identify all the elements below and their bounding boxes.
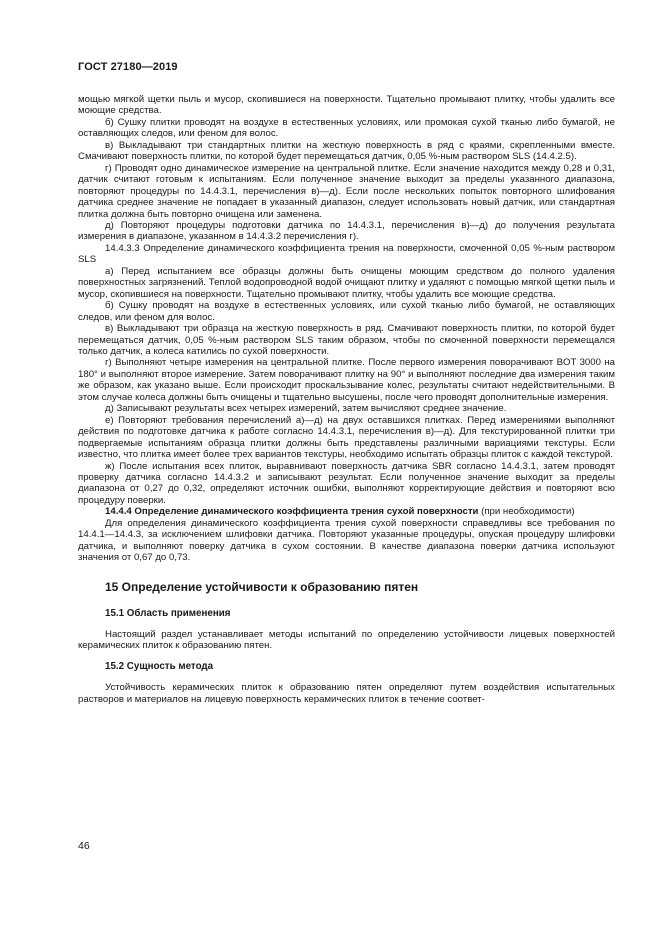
paragraph-14433-e: е) Повторяют требования перечислений а)—д) на двух оставшихся плитках. Перед измерениями выполняют действия по подготовке датчика к работе согласно 14.4.3.1, перечисления в)—д). Для текстурированной плитки три подвергаемые испытаниям образца плитки должны быть представлены различными вариациями текстуры. Если известно, что плитка имеет более трех вариантов текстуры, необходимо испытать образцы плиток с каждой текстурой. — [78, 414, 615, 461]
paragraph-14433-d: д) Записывают результаты всех четырех измерений, затем вычисляют среднее значение. — [105, 403, 507, 415]
paragraph-14433-title: 14.4.3.3 Определение динамического коэффициента трения на поверхности, смоченной 0,05 %-ным раствором SLS — [78, 242, 615, 266]
paragraph-14433-v: в) Выкладывают три образца на жесткую поверхность в ряд. Смачивают поверхность плитки, по которой будет перемещаться датчик, 0,05 %-ным раствором SLS таким образом, чтобы по смоченной поверхности перемещался только датчик, а колеса катились по сухой поверхности. — [78, 323, 615, 357]
paragraph-14433-g: г) Выполняют четыре измерения на центральной плитке. После первого измерения поворачивают BOT 3000 на 180° и выполняют второе измерение. Затем поворачивают плитку на 90° и выполняют последние два измерения таким же образом, как указано выше. Если происходит проскальзывание колес, результаты считают недействительными. В этом случае колеса должны быть очищены и тщательно высушены, после чего проводят дополнительные измерения. — [78, 357, 615, 403]
page-body — [78, 94, 615, 705]
paragraph-14433-zh: ж) После испытания всех плиток, выравнивают поверхность датчика SBR согласно 14.4.3.1, затем проводят проверку датчика согласно 14.4.3.2 и записывают результат. Если полученное значение выходит за пределы диапазона от 0,27 до 0,32, определяют источник ошибки, выполняют корректирующие действия и повторяют всю процедуру поверки. — [78, 460, 615, 506]
section-14444-heading-suffix: (при необходимости) — [478, 506, 575, 518]
paragraph-14433-a: а) Перед испытанием все образцы должны быть очищены моющим средством до полного удаления поверхностных загрязнений. Теплой водопроводной водой очищают плитку и удаляют с помощью мягкой щетки пыль и мусор, скопившиеся на поверхности. Тщательно промывают плитку, чтобы удалить все моющие средства. — [78, 265, 615, 300]
paragraph-14433-b: б) Сушку проводят на воздухе в естественных условиях, или сухой тканью либо бумагой, не оставляющих следов, или феном для волос. — [78, 300, 615, 323]
paragraph-item-d: д) Повторяют процедуры подготовки датчика по 14.4.3.1, перечисления в)—д) до получения результата измерения в диапазоне, указанном в 14.4.3.2 перечисления г). — [78, 219, 615, 243]
section-15-1-text: Настоящий раздел устанавливает методы испытаний по определению устойчивости лицевых поверхностей керамических плиток к образованию пятен. — [78, 628, 615, 652]
section-14444-heading-line — [78, 506, 615, 517]
paragraph-item-g: г) Проводят одно динамическое измерение на центральной плитке. Если значение находится между 0,28 и 0,31, датчик считают готовым к испытаниям. Если полученное значение выходит за пределы указанного диапазона, повторяют процедуры по 14.4.3.1, перечисления в)—д). Если после нескольких попыток повторного шлифования датчика среднее значение не попадает в указанный диапазон, следует использовать новый датчик, или стандартная плитка должна быть повторно очищена или заменена. — [78, 162, 615, 220]
section-14444-text: Для определения динамического коэффициента трения сухой поверхности справедливы все требования по 14.4.1—14.4.3, за исключением шлифовки датчика. Повторяют указанные процедуры, опуская процедуру шлифовки датчика, и выполняют поверку датчика в сухом состоянии. В качестве диапазона поверки датчика используют значения от 0,67 до 0,73. — [78, 517, 615, 564]
page-number: 46 — [78, 840, 90, 852]
section-14444-heading: 14.4.4 Определение динамического коэффициента трения сухой поверхности — [105, 506, 479, 518]
paragraph-item-v: в) Выкладывают три стандартных плитки на жесткую поверхность в ряд с краями, скрепленными вместе. Смачивают поверхность плитки, по которой будет перемещаться датчик, 0,05 %-ным раствором SLS (14.4.2.5). — [78, 139, 615, 163]
section-15-1-heading: 15.1 Область применения — [105, 607, 231, 619]
section-15-heading: 15 Определение устойчивости к образованию пятен — [105, 579, 419, 594]
section-15-2-heading: 15.2 Сущность метода — [105, 661, 214, 673]
paragraph-item-b: б) Сушку плитки проводят на воздухе в естественных условиях, или промокая сухой тканью либо бумагой, не оставляющих следов, или феном для волос. — [78, 116, 615, 140]
page-header-title: ГОСТ 27180—2019 — [78, 61, 178, 73]
paragraph-continuation: мощью мягкой щетки пыль и мусор, скопившиеся на поверхности. Тщательно промывают плитку, чтобы удалить все моющие средства. — [78, 94, 615, 117]
section-15-2-text: Устойчивость керамических плиток к образованию пятен определяют путем воздействия испытательных растворов и материалов на лицевую поверхность керамических плиток в течение соответ- — [78, 682, 615, 705]
